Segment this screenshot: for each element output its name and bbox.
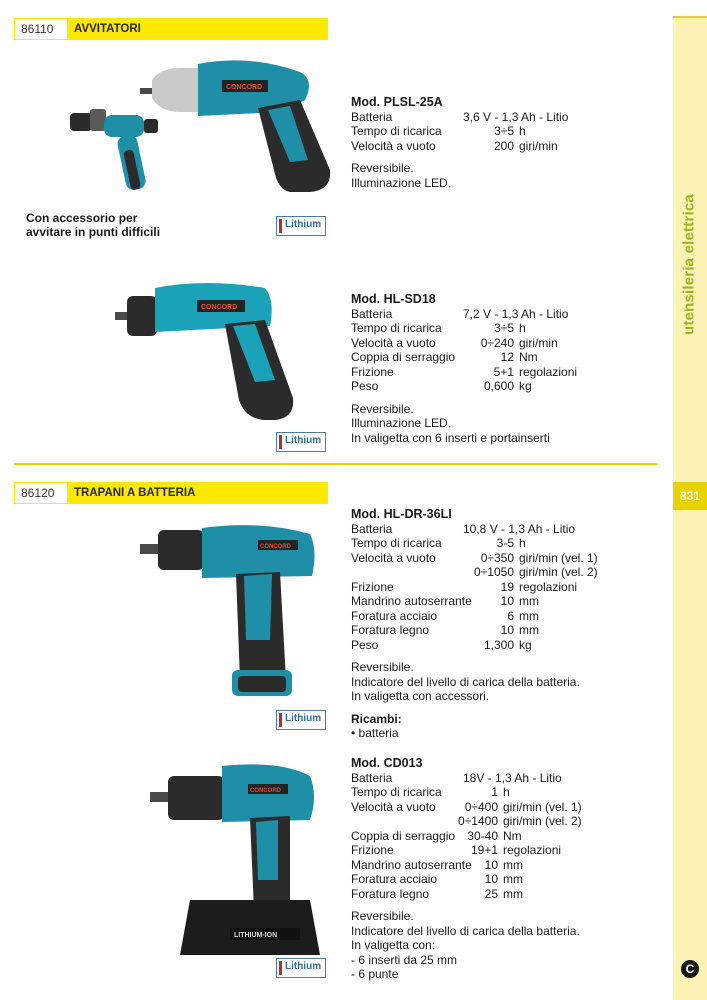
spec-unit: regolazioni bbox=[519, 364, 578, 379]
spec-row bbox=[351, 580, 580, 595]
brand-label: CONCORD bbox=[226, 84, 263, 91]
side-strip-top-rule bbox=[673, 16, 707, 18]
spec-note: - 6 inserti da 25 mm bbox=[351, 952, 458, 967]
spec-value: 200 bbox=[493, 138, 514, 153]
spec-label: Frizione bbox=[351, 364, 394, 379]
badge-bar bbox=[279, 961, 282, 975]
spec-label: Tempo di ricarica bbox=[351, 124, 442, 138]
spec-note: Reversibile. bbox=[351, 401, 414, 416]
spec-label: Foratura legno bbox=[351, 886, 430, 901]
badge-bar bbox=[279, 435, 282, 449]
spacer bbox=[351, 901, 580, 909]
badge-text: Lithium bbox=[285, 713, 322, 724]
spec-label: Frizione bbox=[351, 843, 394, 857]
spec-value: 3÷5 bbox=[494, 321, 514, 335]
spec-label: Peso bbox=[351, 379, 379, 393]
spec-label: Coppia di serraggio bbox=[351, 828, 456, 843]
section-header-trapani bbox=[14, 482, 328, 504]
spec-label: Peso bbox=[351, 637, 379, 652]
spec-value: 10 bbox=[484, 857, 498, 872]
spec-block-plsl-25a bbox=[351, 95, 569, 190]
model-name: Mod. CD013 bbox=[351, 756, 423, 770]
spec-row bbox=[351, 321, 550, 336]
spec-note: Illuminazione LED. bbox=[351, 416, 452, 430]
spec-row bbox=[351, 887, 580, 902]
spec-value: 30-40 bbox=[467, 828, 498, 843]
spec-block-hl-sd18 bbox=[351, 292, 578, 445]
spec-value: 7,2 V - 1,3 Ah - Litio bbox=[463, 306, 569, 321]
spec-row bbox=[351, 109, 569, 125]
spec-row bbox=[351, 335, 558, 351]
caption-line: Con accessorio per bbox=[26, 211, 138, 225]
spec-label: Mandrino autoserrante bbox=[351, 594, 472, 608]
spec-value: 0÷350 bbox=[480, 550, 514, 565]
section-code: 86120 bbox=[14, 482, 68, 504]
spec-value: 0÷1050 bbox=[474, 565, 514, 579]
spec-row bbox=[351, 872, 580, 887]
spec-value: 1,300 bbox=[483, 637, 514, 652]
caption-line: avvitare in punti difficili bbox=[26, 225, 161, 239]
spec-unit: giri/min (vel. 1) bbox=[503, 799, 582, 814]
spec-unit: mm bbox=[503, 857, 523, 872]
section-code: 86110 bbox=[14, 18, 68, 40]
badge-text: Lithium bbox=[285, 435, 322, 446]
drill-hl-dr-36li-image bbox=[140, 520, 320, 710]
spec-label: Tempo di ricarica bbox=[351, 321, 442, 335]
model-name: Mod. PLSL-25A bbox=[351, 95, 443, 109]
spec-unit: h bbox=[503, 785, 510, 799]
spec-label: Velocità a vuoto bbox=[351, 138, 436, 153]
section-header-avvitatori bbox=[14, 18, 328, 40]
spec-value: 0÷240 bbox=[480, 335, 514, 350]
spec-unit: h bbox=[519, 321, 526, 335]
spec-unit: giri/min (vel. 2) bbox=[503, 814, 582, 828]
lithium-badge bbox=[276, 432, 326, 452]
spec-value: 10 bbox=[500, 623, 514, 637]
category-label: utensileria elettrica bbox=[680, 194, 698, 336]
section-title: AVVITATORI bbox=[74, 23, 141, 35]
spec-row bbox=[351, 800, 580, 815]
spec-row bbox=[351, 814, 580, 829]
spec-row bbox=[351, 594, 580, 609]
spacer bbox=[351, 394, 550, 402]
spec-unit: regolazioni bbox=[519, 579, 578, 594]
spec-label: Foratura acciaio bbox=[351, 608, 438, 623]
spec-row bbox=[351, 364, 578, 380]
spec-row bbox=[351, 638, 580, 653]
page-number: 831 bbox=[679, 489, 701, 503]
spec-unit: mm bbox=[519, 608, 539, 623]
spec-label: Velocità a vuoto bbox=[351, 335, 436, 350]
spec-value: 6 bbox=[507, 608, 514, 623]
section-divider bbox=[14, 463, 657, 465]
spec-value: 3-5 bbox=[496, 536, 514, 550]
spares-item: • batteria bbox=[351, 726, 399, 740]
badge-text: Lithium bbox=[285, 961, 322, 972]
spec-row bbox=[351, 124, 526, 139]
spacer bbox=[351, 704, 580, 712]
spec-label: Foratura acciaio bbox=[351, 872, 438, 886]
spec-row bbox=[351, 829, 580, 844]
spec-note: In valigetta con: bbox=[351, 938, 436, 952]
spec-value: 3,6 V - 1,3 Ah - Litio bbox=[463, 109, 569, 124]
spec-note: Reversibile. bbox=[351, 909, 414, 923]
spec-note: - 6 punte bbox=[351, 967, 399, 981]
spec-value: 10 bbox=[500, 594, 514, 608]
spec-row bbox=[351, 565, 598, 580]
spec-note: Illuminazione LED. bbox=[351, 175, 452, 190]
spec-unit: giri/min (vel. 2) bbox=[519, 565, 598, 579]
publisher-logo-icon: C bbox=[681, 960, 699, 978]
lithium-badge bbox=[276, 710, 326, 730]
spec-unit: regolazioni bbox=[503, 843, 562, 857]
spec-value: 0,600 bbox=[483, 379, 514, 393]
section-title: TRAPANI A BATTERIA bbox=[74, 487, 196, 499]
spec-label: Foratura legno bbox=[351, 623, 430, 637]
spec-note: Indicatore del livello di carica della batteria. bbox=[351, 674, 580, 689]
spec-value: 5+1 bbox=[493, 364, 514, 379]
lithium-badge bbox=[276, 958, 326, 978]
spec-note: In valigetta con 6 inserti e portainserti bbox=[351, 430, 550, 445]
spec-value: 1 bbox=[491, 785, 498, 799]
spec-note: Reversibile. bbox=[351, 660, 414, 674]
spec-row bbox=[351, 379, 550, 394]
spec-row bbox=[351, 138, 558, 154]
spec-unit: Nm bbox=[503, 828, 522, 843]
spec-unit: giri/min bbox=[519, 335, 558, 350]
spec-value: 10 bbox=[484, 872, 498, 886]
spec-row bbox=[351, 306, 569, 322]
spec-unit: Nm bbox=[519, 350, 538, 364]
spec-value: 12 bbox=[500, 350, 514, 364]
spec-row bbox=[351, 609, 580, 624]
spec-unit: kg bbox=[519, 379, 532, 393]
spec-unit: h bbox=[519, 124, 526, 138]
spec-note: Indicatore del livello di carica della batteria. bbox=[351, 923, 580, 938]
badge-text: Lithium bbox=[285, 219, 322, 230]
spec-row bbox=[351, 536, 580, 551]
brand-label: CONCORD bbox=[201, 304, 238, 311]
spec-label: Batteria bbox=[351, 521, 393, 536]
lithium-badge bbox=[276, 216, 326, 236]
spacer bbox=[351, 652, 580, 660]
spec-label: Batteria bbox=[351, 770, 393, 785]
spec-unit: giri/min (vel. 1) bbox=[519, 550, 598, 565]
spares-title: Ricambi: bbox=[351, 711, 402, 726]
spec-label: Velocità a vuoto bbox=[351, 550, 436, 565]
spec-note: In valigetta con accessori. bbox=[351, 689, 490, 703]
spec-value: 18V - 1,3 Ah - Litio bbox=[463, 770, 562, 785]
spec-block-hl-dr-36li bbox=[351, 507, 598, 741]
spec-label: Batteria bbox=[351, 109, 393, 124]
spec-label: Tempo di ricarica bbox=[351, 785, 442, 799]
accessory-caption bbox=[26, 211, 160, 239]
spec-row bbox=[351, 522, 580, 537]
battery-label: LITHIUM-ION bbox=[234, 932, 278, 939]
spec-row bbox=[351, 550, 598, 566]
badge-bar bbox=[279, 219, 282, 233]
spec-unit: h bbox=[519, 536, 526, 550]
spec-row bbox=[351, 623, 580, 638]
brand-label: CONCORD bbox=[250, 788, 281, 794]
spec-label: Coppia di serraggio bbox=[351, 350, 456, 364]
spec-block-cd013 bbox=[351, 756, 580, 982]
spec-label: Frizione bbox=[351, 579, 394, 594]
spec-value: 0÷400 bbox=[464, 799, 498, 814]
drill-cd013-image bbox=[150, 760, 330, 960]
spec-unit: giri/min bbox=[519, 138, 558, 153]
spec-value: 19+1 bbox=[470, 843, 498, 857]
spec-row bbox=[351, 858, 580, 873]
badge-bar bbox=[279, 713, 282, 727]
spec-unit: mm bbox=[503, 872, 523, 886]
spec-row bbox=[351, 350, 550, 365]
spec-unit: mm bbox=[503, 886, 523, 901]
spec-value: 0÷1400 bbox=[458, 814, 498, 828]
spacer bbox=[351, 153, 451, 161]
model-name: Mod. HL-SD18 bbox=[351, 292, 436, 306]
spec-row bbox=[351, 771, 580, 786]
spec-value: 10,8 V - 1,3 Ah - Litio bbox=[463, 521, 576, 536]
spec-unit: mm bbox=[519, 623, 539, 637]
spec-label: Batteria bbox=[351, 306, 393, 321]
spec-unit: mm bbox=[519, 594, 539, 608]
spec-unit: kg bbox=[519, 637, 532, 652]
brand-label: CONCORD bbox=[260, 544, 291, 550]
spec-row bbox=[351, 843, 580, 858]
screwdriver-hl-sd18-image bbox=[115, 270, 305, 430]
spec-value: 25 bbox=[484, 886, 498, 901]
model-name: Mod. HL-DR-36LI bbox=[351, 507, 452, 521]
spec-value: 3÷5 bbox=[494, 124, 514, 138]
spec-row bbox=[351, 785, 580, 800]
spec-label: Tempo di ricarica bbox=[351, 536, 442, 550]
spec-label: Velocità a vuoto bbox=[351, 799, 436, 814]
spec-label: Mandrino autoserrante bbox=[351, 857, 472, 872]
spec-value: 19 bbox=[500, 579, 514, 594]
screwdriver-plsl-25a-image bbox=[140, 50, 340, 200]
spec-note: Reversibile. bbox=[351, 161, 414, 175]
